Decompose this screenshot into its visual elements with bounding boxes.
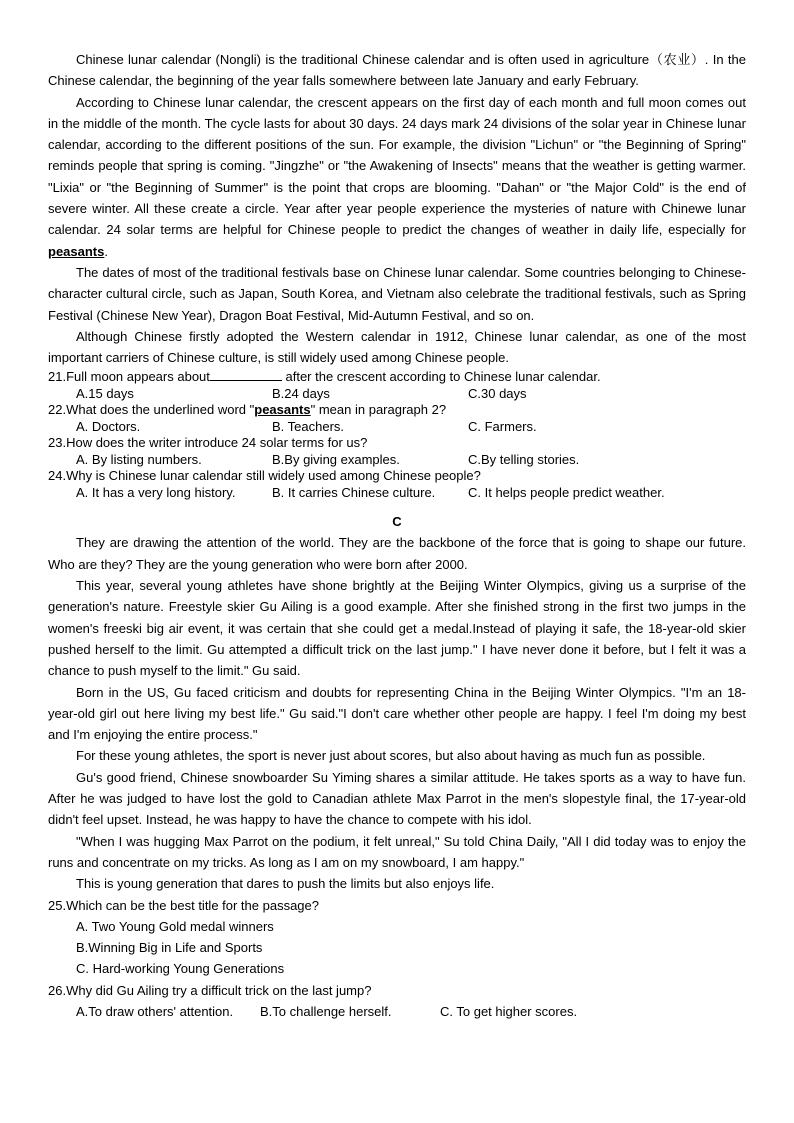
question-text: 26.Why did Gu Ailing try a difficult trick on the last jump?: [48, 982, 372, 998]
option-b[interactable]: B.To challenge herself.: [260, 1003, 392, 1019]
question-text: 21.Full moon appears about: [48, 369, 210, 385]
passage-c-paragraph-6: "When I was hugging Max Parrot on the podium, it felt unreal," Su told China Daily, "All I did today was to enjoy the runs and concentrate on my tricks. As long as I am on my snowboard, I am happy.": [48, 833, 746, 870]
underlined-word: peasants: [254, 402, 311, 418]
question-text: 22.What does the underlined word ": [48, 402, 255, 418]
passage-c-paragraph-5: Gu's good friend, Chinese snowboarder Su Yiming shares a similar attitude. He takes sports as a way to have fun. After he was judged to have lost the gold to Canadian athlete Max Parrot in the men's slopestyle final, the 17-year-old didn't feel upset. Instead, he was happy to have the chance to compete with his idol.: [48, 769, 746, 828]
question-26: [48, 980, 746, 1022]
question-23: [48, 435, 746, 468]
options-row: [48, 419, 746, 436]
passage-c-paragraph-4: For these young athletes, the sport is never just about scores, but also about having as much fun as possible.: [76, 748, 706, 764]
option-a[interactable]: A. Doctors.: [76, 418, 141, 434]
option-b[interactable]: B.24 days: [272, 385, 330, 401]
option-a[interactable]: A. Two Young Gold medal winners: [76, 918, 274, 934]
option-a[interactable]: A. By listing numbers.: [76, 451, 202, 467]
question-text: 25.Which can be the best title for the passage?: [48, 897, 320, 913]
paragraph-text: .: [104, 243, 108, 259]
passage-c-paragraph-2: This year, several young athletes have shone brightly at the Beijing Winter Olympics, giving us a surprise of the generation's nature. Freestyle skier Gu Ailing is a good example. After she finished strong in the first two jumps in the women's freeski big air event, it was certain that she could get a medal.Instead of playing it safe, the 18-year-old skier pushed herself to the limit. Gu attempted a difficult trick on the last jump." I have never done it before, but I felt it was a chance to push myself to the limit." Gu said.: [48, 578, 746, 679]
paragraph-text: According to Chinese lunar calendar, the crescent appears on the first day of each month and full moon comes out in the middle of the month. The cycle lasts for about 30 days. 24 days mark 24 divisions of the solar year in Chinese lunar calendar, according to the different positions of the sun. For example, the division "Lichun" or "the Beginning of Spring" reminds people that spring is coming. "Jingzhe" or "the Awakening of Insects" means that the weather is getting warmer. "Lixia" or "the Beginning of Summer" is the point that crops are blooming. "Dahan" or "the Major Cold" is the end of severe winter. All these create a circle. Year after year people experience the mysteries of nature with Chinewe lunar calendar. 24 solar terms are helpful for Chinese people to predict the changes of weather in daily life, especially for: [48, 94, 746, 238]
question-text: 24.Why is Chinese lunar calendar still widely used among Chinese people?: [48, 468, 481, 484]
option-b[interactable]: B. It carries Chinese culture.: [272, 484, 436, 500]
option-c[interactable]: C. It helps people predict weather.: [468, 484, 665, 500]
question-25: [48, 895, 746, 980]
passage-c-paragraph-1: They are drawing the attention of the world. They are the backbone of the force that is going to shape our future. Who are they? They are the young generation who were born after 2000.: [48, 535, 746, 572]
option-a[interactable]: A. It has a very long history.: [76, 484, 236, 500]
option-b[interactable]: B. Teachers.: [272, 418, 345, 434]
answer-blank[interactable]: [210, 368, 282, 381]
passage-b-paragraph-1: Chinese lunar calendar (Nongli) is the traditional Chinese calendar and is often used in agriculture（农业）. In the Chinese calendar, the beginning of the year falls somewhere between late January and early February.: [48, 52, 746, 89]
underlined-word: peasants: [48, 243, 105, 259]
options-row: [48, 1001, 746, 1022]
question-22: [48, 402, 746, 435]
question-24: [48, 468, 746, 501]
passage-b-paragraph-3: The dates of most of the traditional festivals base on Chinese lunar calendar. Some countries belonging to Chinese-character cultural circle, such as Japan, South Korea, and Vietnam also celebrate the traditional festivals, such as Spring Festival (Chinese New Year), Dragon Boat Festival, Mid-Autumn Festival, and so on.: [48, 264, 746, 323]
question-21: [48, 368, 746, 402]
option-a[interactable]: A.15 days: [76, 385, 134, 401]
passage-b-paragraph-2: [48, 92, 746, 262]
options-row: [48, 386, 746, 403]
question-text: 23.How does the writer introduce 24 solar terms for us?: [48, 435, 368, 451]
passage-c-paragraph-7: This is young generation that dares to push the limits but also enjoys life.: [76, 876, 495, 892]
passage-b-paragraph-4: Although Chinese firstly adopted the Western calendar in 1912, Chinese lunar calendar, as one of the most important carriers of Chinese culture, is still widely used among Chinese people.: [48, 328, 746, 366]
options-row: [48, 452, 746, 469]
option-c[interactable]: C.30 days: [468, 385, 527, 401]
worksheet-page: [48, 49, 746, 1022]
options-row: [48, 485, 746, 502]
option-c[interactable]: C.By telling stories.: [468, 451, 580, 467]
option-c[interactable]: C. Hard-working Young Generations: [76, 961, 285, 977]
option-c[interactable]: C. Farmers.: [468, 418, 537, 434]
option-b[interactable]: B.By giving examples.: [272, 451, 400, 467]
option-b[interactable]: B.Winning Big in Life and Sports: [76, 940, 263, 956]
option-a[interactable]: A.To draw others' attention.: [76, 1003, 234, 1019]
question-text: " mean in paragraph 2?: [310, 402, 447, 418]
option-c[interactable]: C. To get higher scores.: [440, 1003, 578, 1019]
question-text: after the crescent according to Chinese lunar calendar.: [281, 369, 601, 385]
passage-c-paragraph-3: Born in the US, Gu faced criticism and doubts for representing China in the Beijing Winter Olympics. "I'm an 18-year-old girl out here living my best life." Gu said."I don't care whether other people are happy. I feel I'm doing my best and I'm enjoying the entire process.": [48, 684, 746, 743]
section-c-heading: C: [392, 514, 402, 530]
